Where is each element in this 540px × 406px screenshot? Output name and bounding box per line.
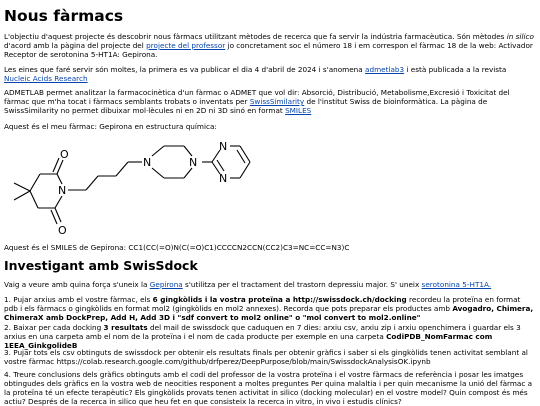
- admetlab-description-paragraph: [4, 88, 534, 115]
- intro-text-1: L'objectiu d'aquest projecte és descobrir nous fàrmacs utilitzant mètodes de recerca que fa servir la indústria farmacèutica. Són mètodes: [4, 32, 507, 41]
- step-1-text-1: 1. Pujar arxius amb el vostre fàrmac, els: [4, 295, 153, 304]
- step-2-paragraph: [4, 323, 534, 350]
- bond: [184, 168, 192, 178]
- bond: [240, 162, 250, 178]
- smiles-line: Aquest és el SMILES de Gepirona: CC1(CC(=O)N(C(=O)C1)CCCCN2CCN(CC2)C3=NC=CC=N3)C: [4, 243, 350, 252]
- section-title-swissdock: Investigant amb SwisSdock: [4, 258, 198, 273]
- bond: [30, 174, 40, 191]
- step-1-bold-1: 6 gingkòlids i la vostra proteïna a http://swissdock.ch/docking: [152, 295, 407, 304]
- step-3-paragraph: 3. Pujar tots els csv obtinguts de swissdock per obtenir els resultats finals per obtenir gràfics i saber si els gingkòlids tenen activitat semblant al vostre fàrmac https://colab.research.google.com/github/drfperez/DeepPurpose/blob/main/SwissdockAnalysisOK.ipynb: [4, 348, 528, 366]
- step-2-text-2: del mail de swissdock que caduquen en 7 dies: arxiu csv, arxiu zip i arxiu openchimera i guardar els 3 arxius en una carpeta amb el nom de la proteïna i el nom de cada producte per exemple en una carpeta: [4, 323, 521, 341]
- gepirone-structure-svg: [0, 138, 260, 238]
- bond: [57, 174, 62, 184]
- admetlab-desc-text-1: ADMETLAB permet analitzar la farmacocinètica d'un fàrmac o ADMET que vol dir: Absorció, Distribució, Metabolisme,Excresió i Toxicitat del fàrmac que m'ha tocat i fàrmacs semblants trobats o inventats per: [4, 88, 510, 106]
- intro-paragraph: [4, 32, 534, 59]
- atom-label-o: O: [58, 224, 67, 237]
- intro-text-3: jo concretament soc el número 18 i em correspon el fàrmac 18 de la web: Activador Receptor de serotonina 5-HT1A: Gepirona.: [4, 41, 533, 59]
- admetlab-intro-paragraph: [4, 65, 534, 83]
- atom-label-n: N: [143, 156, 152, 169]
- bond: [51, 210, 57, 224]
- bond: [152, 168, 164, 178]
- step-1-bold-2: Avogadro, Chimera, ChimeraX amb DockPrep, Add H, Add 3D i "sdf convert to mol2 online" o "mol convert to mol2.online": [4, 304, 534, 322]
- swissdock-intro-text-2: s'utilitza per el tractament del trastorn depressiu major. S' uneix: [182, 280, 422, 289]
- atom-label-n: N: [219, 172, 228, 185]
- intro-text-2: d'acord amb la pàgina del projecte del: [4, 41, 147, 50]
- admetlab-intro-text-2: i està publicada a la revista: [404, 65, 507, 74]
- step-4-paragraph: 4. Treure conclusions dels gràfics obtinguts amb el codi del professor de la vostra proteïna i el vostre fàrmacs de referència i posar les imatges obtingudes dels gràfics en la vostra web de neocities responent a moltes preguntes Per quina malaltia i per quin mecanisme la unió del fàrmac a la proteïna té un efecte terapèutic? Els gingkòlids provats tenen activitat in silico (docking molecular) en el vostre model? Quin compost és més actiu? Després de la recerca in silico que heu fet en que consisteix la recerca in vitro, in vivo i estudis clínics?: [4, 370, 533, 406]
- atom-label-n: N: [189, 156, 198, 169]
- swissdock-intro-paragraph: [4, 280, 534, 289]
- serotonina-link[interactable]: serotonina 5-HT1A.: [421, 280, 492, 289]
- bond: [116, 162, 128, 176]
- bond: [217, 160, 224, 171]
- bond: [152, 146, 164, 156]
- atom-label-n: N: [219, 140, 228, 153]
- bond: [240, 146, 250, 162]
- step-2-bold-2: CodiPDB_NomFarmac com 1EEA_GinkgolideB: [4, 332, 493, 350]
- structure-caption: Aquest és el meu fàrmac: Gepirona en estructura química:: [4, 122, 217, 131]
- swissdock-intro-text-1: Vaig a veure amb quina força s'uneix la: [4, 280, 150, 289]
- admetlab-desc-text-2: de l'institut Swiss de bioinformàtica. La pàgina de SwissSimilarity no permet dibuixar mol·lècules ni en 2D ni 3D sinó en format: [4, 97, 488, 115]
- bond: [53, 158, 59, 172]
- nucleic-acids-research-link[interactable]: Nucleic Acids Research: [4, 74, 88, 83]
- bond: [86, 176, 98, 190]
- professor-project-link[interactable]: projecte del professor: [146, 41, 226, 50]
- gepirona-link[interactable]: Gepirona: [149, 280, 183, 289]
- page-title: Nous fàrmacs: [4, 7, 124, 25]
- step-2-bold-1: 3 resultats: [103, 323, 148, 332]
- bond: [30, 191, 38, 208]
- step-1-text-2: recordeu la proteïna en format pdb i els fàrmacs o gingkòlids en format mol2 (gingkòlids en mol2 annexes). Recorda que pots preparar els productes amb: [4, 295, 521, 313]
- admetlab3-link[interactable]: admetlab3: [365, 65, 405, 74]
- bond: [14, 191, 30, 200]
- admetlab-intro-text-1: Les eines que faré servir són moltes, la primera es va publicar el dia 4 d'abril de 2024 i s'anomena: [4, 65, 366, 74]
- bond: [55, 196, 62, 208]
- bond: [55, 208, 61, 222]
- smiles-link[interactable]: SMILES: [285, 106, 312, 115]
- bond: [57, 160, 63, 174]
- atom-label-n: N: [58, 184, 67, 197]
- atom-label-o: O: [60, 148, 69, 161]
- intro-emphasis: in silico: [506, 32, 534, 41]
- step-1-paragraph: [4, 295, 534, 322]
- gepirone-structure-image: [0, 138, 260, 238]
- bond: [184, 146, 192, 156]
- step-2-text-1: 2. Baixar per cada docking: [4, 323, 104, 332]
- bond: [14, 183, 30, 191]
- swisssimilarity-link[interactable]: SwissSimilarity: [249, 97, 305, 106]
